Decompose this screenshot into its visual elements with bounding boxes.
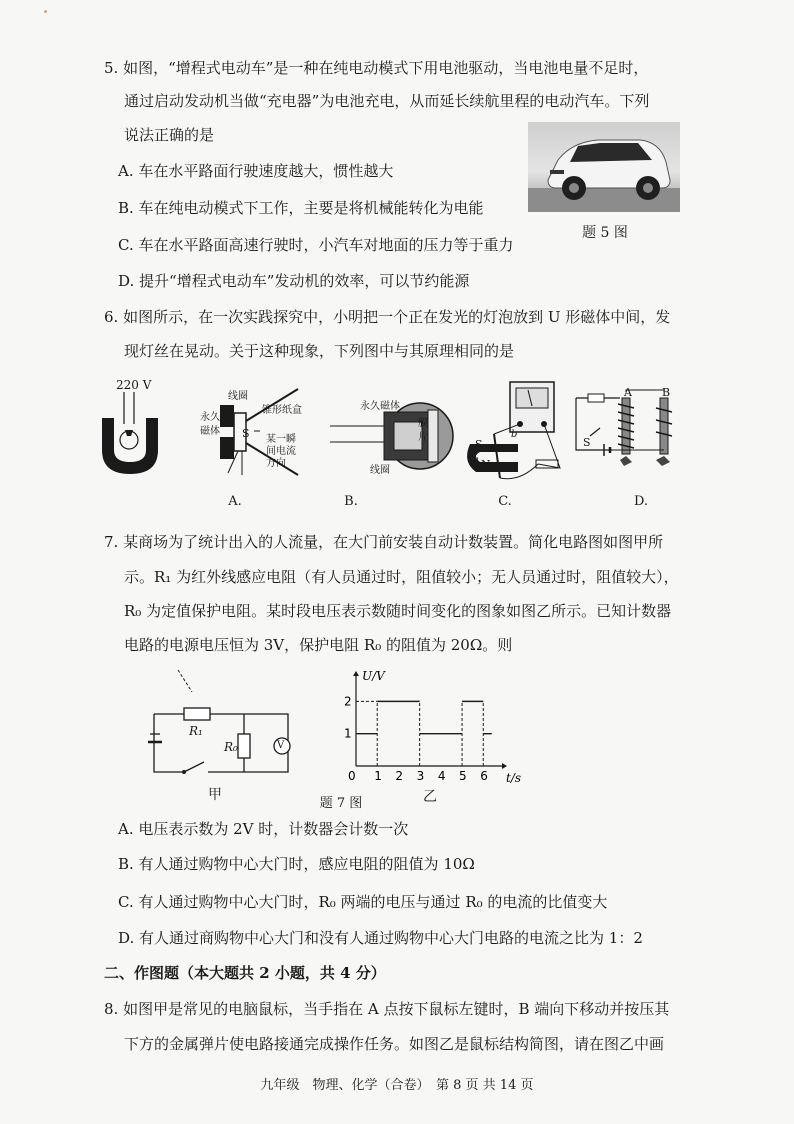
q7-circuit-caption: 甲 — [208, 787, 222, 803]
q8-stem-line-1: 8. 如图甲是常见的电脑鼠标，当手指在 A 点按下鼠标左键时，B 端向下移动并按压其 — [104, 1000, 670, 1018]
q5-figure-caption: 题 5 图 — [582, 225, 628, 241]
q6-b-magnet-label: 永久磁体 — [360, 401, 400, 412]
q5-option-d: D. 提升“增程式电动车”发动机的效率，可以节约能源 — [118, 272, 470, 290]
q6-d-caption: D. — [633, 494, 649, 509]
q6-a-current-label-2: 间电流 — [266, 446, 296, 457]
q5-stem-line-3: 说法正确的是 — [124, 126, 215, 144]
q7-option-d: D. 有人通过商购物中心大门和没有人通过购物中心大门电路的电流之比为 1：2 — [118, 929, 643, 947]
q6-d-s-label: S — [583, 436, 591, 449]
q6-c-s-label: S — [475, 438, 483, 451]
x-tick-label: 0 — [348, 769, 356, 783]
x-tick-label: 2 — [395, 769, 404, 783]
q6-a-cone-label: 锥形纸盒 — [262, 405, 302, 416]
q7-chart-caption: 乙 — [423, 789, 437, 805]
x-axis-arrow — [502, 763, 507, 769]
q7-option-a: A. 电压表示数为 2V 时，计数器会计数一次 — [118, 820, 409, 838]
q7-option-b: B. 有人通过购物中心大门时，感应电阻的阻值为 10Ω — [118, 855, 475, 873]
q6-c-a-label: a — [473, 455, 479, 466]
q7-option-c: C. 有人通过购物中心大门时，R₀ 两端的电压与通过 R₀ 的电流的比值变大 — [118, 893, 608, 911]
q6-stem-line-2: 现灯丝在晃动。关于这种现象，下列图中与其原理相同的是 — [124, 342, 515, 360]
q6-a-coil-label: 线圈 — [228, 391, 248, 402]
q6-d-a-label: A — [624, 386, 632, 399]
x-tick-label: 3 — [416, 769, 425, 783]
car-photo — [528, 122, 680, 212]
q6-c-b-label: b — [511, 429, 518, 440]
q5-option-a: A. 车在水平路面行驶速度越大，惯性越大 — [118, 162, 394, 180]
x-tick-label: 4 — [437, 769, 446, 783]
y-axis-label: U/V — [362, 669, 385, 683]
q5-stem-line-2: 通过启动发动机当做“充电器”为电池充电，从而延长续航里程的电动汽车。下列 — [124, 92, 650, 110]
y-tick-label: 1 — [344, 726, 352, 741]
x-tick-label: 1 — [374, 769, 382, 783]
x-tick-label: 6 — [480, 769, 488, 783]
q6-c-caption: C. — [498, 494, 512, 509]
q5-option-c: C. 车在水平路面高速行驶时，小汽车对地面的压力等于重力 — [118, 236, 514, 254]
q6-b-caption: B. — [344, 494, 358, 509]
q8-stem-line-2: 下方的金属弹片使电路接通完成操作任务。如图乙是鼠标结构简图，请在图乙中画 — [124, 1035, 665, 1053]
q7-voltage-chart — [334, 669, 522, 788]
q7-figure-caption: 题 7 图 — [319, 796, 363, 811]
x-tick-label: 5 — [459, 769, 467, 783]
page-footer: 九年级 物理、化学（合卷） 第 8 页 共 14 页 — [260, 1078, 534, 1093]
q6-c-n-label: N — [481, 458, 491, 471]
q6-b-film-label-2: 片 — [418, 432, 428, 443]
q7-r1-label: R₁ — [189, 724, 203, 738]
scan-dot — [44, 10, 47, 13]
car-illustration — [528, 122, 680, 212]
q6-a-caption: A. — [228, 494, 242, 509]
q6-a-current-label-3: 方向 — [266, 458, 286, 469]
q5-stem-line-1: 5. 如图，“增程式电动车”是一种在纯电动模式下用电池驱动，当电池电量不足时， — [104, 59, 649, 77]
q6-a-current-label-1: 某一瞬 — [266, 434, 296, 445]
q7-circuit-diagram — [148, 668, 298, 780]
y-axis-arrow — [353, 671, 359, 676]
section-2-title: 二、作图题（本大题共 2 小题，共 4 分） — [104, 964, 386, 982]
q6-stem-line-1: 6. 如图所示，在一次实践探究中，小明把一个正在发光的灯泡放到 U 形磁体中间，发 — [104, 308, 671, 326]
q6-a-magnet-label-1: 永久 — [200, 412, 220, 423]
q6-voltage-label: 220 V — [116, 378, 152, 392]
x-axis-label: t/s — [506, 771, 522, 785]
q7-voltmeter-label: V — [277, 740, 285, 751]
q6-d-b-label: B — [662, 386, 671, 399]
q7-stem-line-1: 7. 某商场为了统计出入的人流量，在大门前安装自动计数装置。简化电路图如图甲所 — [104, 533, 664, 551]
y-tick-label: 2 — [344, 694, 352, 709]
q6-a-magnet-label-2: 磁体 — [200, 426, 220, 437]
q6-b-coil-label: 线圈 — [370, 465, 390, 476]
q6-a-s-label: S — [242, 427, 250, 440]
q7-r0-label: R₀ — [224, 740, 238, 754]
q6-b-film-label-1: 膜 — [418, 418, 428, 429]
q7-stem-line-3: R₀ 为定值保护电阻。某时段电压表示数随时间变化的图象如图乙所示。已知计数器 — [124, 602, 672, 620]
q7-stem-line-2: 示。R₁ 为红外线感应电阻（有人员通过时，阻值较小；无人员通过时，阻值较大）， — [124, 568, 679, 586]
q5-option-b: B. 车在纯电动模式下工作，主要是将机械能转化为电能 — [118, 199, 484, 217]
q7-stem-line-4: 电路的电源电压恒为 3V，保护电阻 R₀ 的阻值为 20Ω。则 — [124, 636, 513, 654]
